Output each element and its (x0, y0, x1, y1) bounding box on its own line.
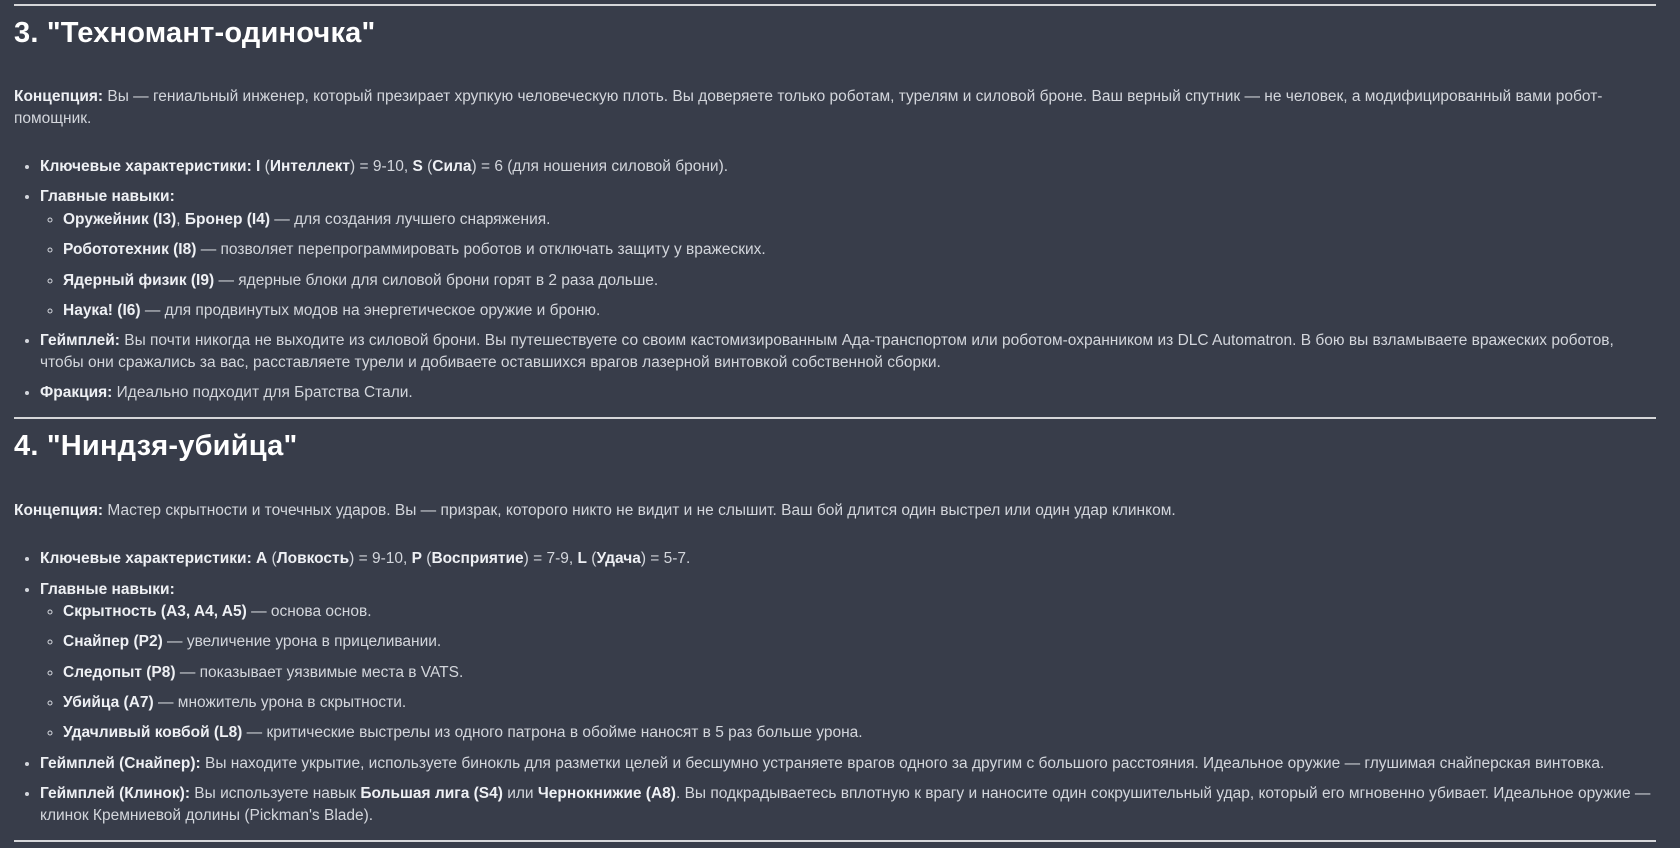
bold-text: Убийца (A7) (63, 694, 154, 712)
list-item (40, 579, 1656, 744)
bold-text: Восприятие (431, 550, 524, 568)
text-run: — для продвинутых модов на энергетическое оружие и броню. (140, 301, 601, 319)
bold-text: Геймплей (Снайпер): (40, 754, 201, 772)
sub-list-item (63, 631, 1656, 652)
bold-text: Концепция: (14, 88, 104, 106)
list-item (40, 548, 1656, 569)
text-run: Идеально подходит для Братства Стали. (112, 384, 413, 402)
bold-text: Ключевые характеристики: A (40, 550, 268, 568)
section-heading: 3. "Техномант-одиночка" (14, 4, 1656, 50)
sub-list-item (63, 601, 1656, 622)
text-run: ) = 9-10, (350, 158, 413, 176)
bold-text: Снайпер (P2) (63, 633, 163, 651)
text-run: — ядерные блоки для силовой брони горят в 2 раза дольше. (214, 271, 659, 289)
text-run: — критические выстрелы из одного патрона в обойме наносят в 5 раз больше урона. (242, 724, 863, 742)
bold-text: Главные навыки: (40, 188, 175, 206)
bold-text: Концепция: (14, 501, 104, 519)
bold-text: Скрытность (A3, A4, A5) (63, 602, 247, 620)
sub-list (40, 601, 1656, 744)
text-run: ( (586, 550, 597, 568)
bold-text: Интеллект (269, 158, 351, 176)
list-item (40, 186, 1656, 321)
text-run: или (502, 785, 538, 803)
bullet-list (14, 548, 1656, 826)
bold-text: Оружейник (I3) (63, 210, 177, 228)
bold-text: Робототехник (I8) (63, 241, 197, 259)
text-run: — позволяет перепрограммировать роботов и отключать защиту у вражеских. (196, 241, 766, 259)
bold-text: Сила (432, 158, 472, 176)
bullet-list (14, 156, 1656, 403)
text-run: Мастер скрытности и точечных ударов. Вы — призрак, которого никто не видит и не слышит. Ваш бой длится один выстрел или один удар клинком. (103, 501, 1176, 519)
text-run: — увеличение урона в прицеливании. (162, 633, 442, 651)
text-run: , (176, 210, 185, 228)
list-item (40, 382, 1656, 403)
bold-text: Ядерный физик (I9) (63, 271, 215, 289)
list-item (40, 783, 1656, 826)
bold-text: Ключевые характеристики: I (40, 158, 261, 176)
text-run: Вы используете навык (189, 785, 361, 803)
concept-paragraph (14, 86, 1656, 129)
text-run: — основа основ. (246, 602, 372, 620)
bold-text: Наука! (I6) (63, 301, 141, 319)
bold-text: Фракция: (40, 384, 113, 402)
bold-text: Главные навыки: (40, 580, 175, 598)
sub-list-item (63, 662, 1656, 683)
sub-list (40, 209, 1656, 322)
bold-text: Большая лига (S4) (360, 785, 503, 803)
list-item (40, 156, 1656, 177)
text-run: — показывает уязвимые места в VATS. (175, 663, 464, 681)
bold-text: Геймплей (Клинок): (40, 785, 190, 803)
sub-list-item (63, 692, 1656, 713)
bold-text: L (577, 550, 587, 568)
bold-text: Следопыт (P8) (63, 663, 176, 681)
sub-list-item (63, 300, 1656, 321)
text-run: ( (260, 158, 270, 176)
text-run: Вы находите укрытие, используете бинокль для разметки целей и бесшумно устраняете врагов одного за другим с большого расстояния. Идеальное оружие — глушимая снайперская винтовка. (200, 754, 1605, 772)
text-run: ) = 5-7. (640, 550, 691, 568)
text-run: ( (421, 550, 432, 568)
bold-text: Ловкость (276, 550, 350, 568)
bold-text: Бронер (I4) (184, 210, 270, 228)
text-run: — для создания лучшего снаряжения. (270, 210, 551, 228)
bold-text: Удачливый ковбой (L8) (63, 724, 243, 742)
text-run: ) = 9-10, (349, 550, 412, 568)
text-run: ( (267, 550, 277, 568)
bold-text: Чернокнижие (A8) (537, 785, 676, 803)
list-item (40, 753, 1656, 774)
sub-list-item (63, 239, 1656, 260)
sub-list-item (63, 270, 1656, 291)
text-run: ) = 7-9, (523, 550, 578, 568)
sub-list-item (63, 722, 1656, 743)
text-run: ( (422, 158, 433, 176)
bold-text: P (411, 550, 422, 568)
text-run: — множитель урона в скрытности. (153, 694, 407, 712)
list-item (40, 330, 1656, 373)
text-run: . Вы подкрадываетесь вплотную к врагу и наносите один сокрушительный удар, который его мгновенно убивает. Идеальное оружие — клинок Кремниевой долины (Pickman's Blade). (40, 785, 1651, 824)
bold-text: Удача (596, 550, 641, 568)
bold-text: S (412, 158, 423, 176)
text-run: ) = 6 (для ношения силовой брони). (471, 158, 729, 176)
section-divider (14, 840, 1656, 848)
section-heading: 4. "Ниндзя-убийца" (14, 417, 1656, 463)
bold-text: Геймплей: (40, 332, 120, 350)
text-run: Вы почти никогда не выходите из силовой брони. Вы путешествуете со своим кастомизированным Ада-транспортом или роботом-охранником из DLC Automatron. В бою вы взламываете вражеских роботов, чтобы они сражались за вас, расставляете турели и добиваете оставшихся врагов лазерной винтовкой собственной сборки. (40, 332, 1614, 371)
concept-paragraph (14, 500, 1656, 521)
text-run: Вы — гениальный инженер, который презирает хрупкую человеческую плоть. Вы доверяете только роботам, турелям и силовой броне. Ваш верный спутник — не человек, а модифицированный вами робот-помощник. (14, 88, 1603, 127)
sub-list-item (63, 209, 1656, 230)
